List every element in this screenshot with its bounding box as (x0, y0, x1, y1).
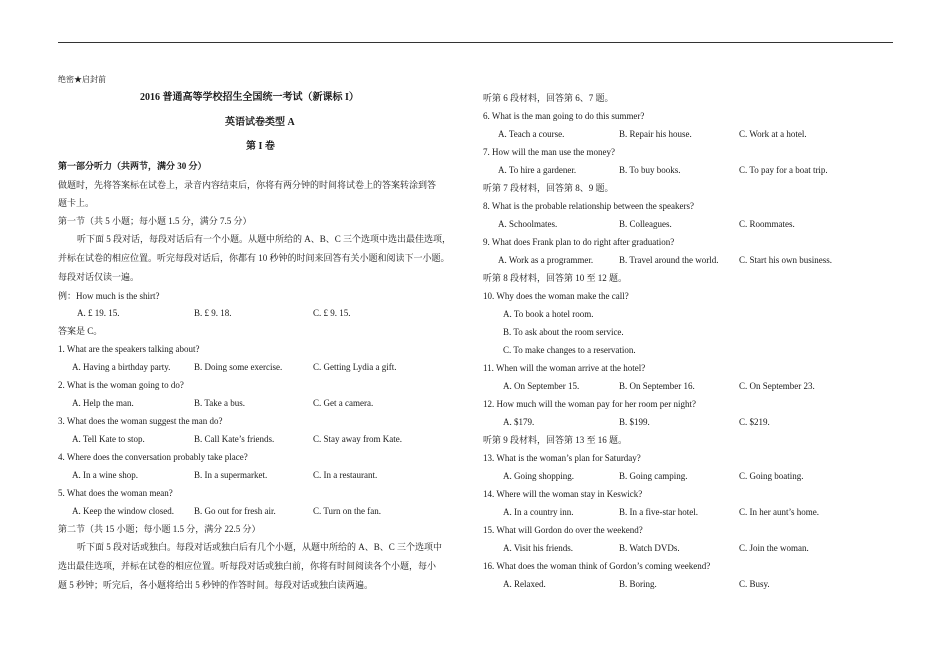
question-15: 15. What will Gordon do over the weekend? (483, 525, 643, 535)
option-a: A. Going shopping. (503, 471, 575, 481)
example-option-b: B. £ 9. 18. (194, 308, 232, 318)
option-b: B. Call Kate’s friends. (194, 434, 275, 444)
option-b: B. On September 16. (619, 381, 695, 391)
section1-instruction: 每段对话仅读一遍。 (58, 272, 140, 282)
option-c: C. Start his own business. (739, 255, 833, 265)
section1-instruction: 并标在试卷的相应位置。听完每段对话后，你都有 10 秒钟的时间来回答有关小题和阅读下一小题。 (58, 253, 450, 263)
section1-instruction: 听下面 5 段对话，每段对话后有一个小题。从题中所给的 A、B、C 三个选项中选出最佳选项， (77, 234, 452, 244)
option-c: C. $219. (739, 417, 770, 427)
option-a: A. Teach a course. (498, 129, 565, 139)
question-14: 14. Where will the woman stay in Keswick? (483, 489, 643, 499)
secret-mark: 绝密★启封前 (58, 75, 106, 84)
option-c: C. To make changes to a reservation. (503, 345, 636, 355)
question-10: 10. Why does the woman make the call? (483, 291, 629, 301)
option-a: A. Schoolmates. (498, 219, 558, 229)
option-a: A. To hire a gardener. (498, 165, 577, 175)
option-b: B. To ask about the room service. (503, 327, 624, 337)
volume-label: 第 I 卷 (246, 141, 275, 152)
option-a: A. Visit his friends. (503, 543, 574, 553)
option-b: B. Travel around the world. (619, 255, 719, 265)
material-7-note: 听第 7 段材料，回答第 8、9 题。 (483, 183, 614, 193)
option-a: A. Help the man. (72, 398, 134, 408)
option-c: C. Stay away from Kate. (313, 434, 402, 444)
option-c: C. Roommates. (739, 219, 795, 229)
option-b: B. In a supermarket. (194, 470, 268, 480)
option-b: B. In a five-star hotel. (619, 507, 698, 517)
example-answer: 答案是 C。 (58, 326, 103, 336)
option-c: C. In a restaurant. (313, 470, 378, 480)
material-9-note: 听第 9 段材料，回答第 13 至 16 题。 (483, 435, 628, 445)
section2-instruction: 题 5 秒钟；听完后，各小题将给出 5 秒钟的作答时间。每段对话或独白读两遍。 (58, 580, 374, 590)
example-option-a: A. £ 19. 15. (77, 308, 120, 318)
option-c: C. Get a camera. (313, 398, 374, 408)
option-a: A. On September 15. (503, 381, 580, 391)
question-9: 9. What does Frank plan to do right after graduation? (483, 237, 675, 247)
option-b: B. Repair his house. (619, 129, 692, 139)
question-11: 11. When will the woman arrive at the hotel? (483, 363, 646, 373)
option-a: A. Work as a programmer. (498, 255, 594, 265)
section2-instruction: 听下面 5 段对话或独白。每段对话或独白后有几个小题，从题中所给的 A、B、C 三个选项中 (77, 542, 443, 552)
option-b: B. Go out for fresh air. (194, 506, 276, 516)
example-option-c: C. £ 9. 15. (313, 308, 351, 318)
instruction-line: 题卡上。 (58, 198, 95, 208)
section1-heading: 第一节（共 5 小题；每小题 1.5 分，满分 7.5 分） (58, 216, 252, 226)
option-a: A. To book a hotel room. (503, 309, 594, 319)
material-8-note: 听第 8 段材料，回答第 10 至 12 题。 (483, 273, 628, 283)
option-a: A. Tell Kate to stop. (72, 434, 145, 444)
question-7: 7. How will the man use the money? (483, 147, 615, 157)
option-b: B. Doing some exercise. (194, 362, 283, 372)
option-c: C. In her aunt’s home. (739, 507, 819, 517)
part1-heading: 第一部分听力（共两节，满分 30 分） (58, 161, 207, 171)
question-1: 1. What are the speakers talking about? (58, 344, 200, 354)
option-c: C. Join the woman. (739, 543, 809, 553)
option-a: A. Having a birthday party. (72, 362, 171, 372)
option-c: C. On September 23. (739, 381, 815, 391)
option-c: C. To pay for a boat trip. (739, 165, 828, 175)
option-b: B. $199. (619, 417, 650, 427)
option-c: C. Turn on the fan. (313, 506, 382, 516)
exam-title: 2016 普通高等学校招生全国统一考试（新课标 I） (140, 92, 359, 103)
option-a: A. Relaxed. (503, 579, 546, 589)
section2-instruction: 选出最佳选项，并标在试卷的相应位置。听每段对话或独白前，你将有时间阅读各个小题，每小 (58, 561, 437, 571)
instruction-line: 做题时，先将答案标在试卷上，录音内容结束后，你将有两分钟的时间将试卷上的答案转涂到答 (58, 180, 437, 190)
option-c: C. Busy. (739, 579, 770, 589)
option-b: B. Take a bus. (194, 398, 245, 408)
question-6: 6. What is the man going to do this summer? (483, 111, 645, 121)
question-4: 4. Where does the conversation probably take place? (58, 452, 248, 462)
option-a: A. Keep the window closed. (72, 506, 174, 516)
option-b: B. Colleagues. (619, 219, 672, 229)
question-2: 2. What is the woman going to do? (58, 380, 184, 390)
option-c: C. Work at a hotel. (739, 129, 807, 139)
option-b: B. Boring. (619, 579, 657, 589)
option-b: B. Watch DVDs. (619, 543, 680, 553)
material-6-note: 听第 6 段材料，回答第 6、7 题。 (483, 93, 614, 103)
option-a: A. $179. (503, 417, 535, 427)
question-13: 13. What is the woman’s plan for Saturday? (483, 453, 641, 463)
section2-heading: 第二节（共 15 小题；每小题 1.5 分，满分 22.5 分） (58, 524, 261, 534)
question-5: 5. What does the woman mean? (58, 488, 173, 498)
question-12: 12. How much will the woman pay for her room per night? (483, 399, 696, 409)
example-question: 例：How much is the shirt? (58, 291, 160, 301)
option-b: B. To buy books. (619, 165, 681, 175)
option-a: A. In a country inn. (503, 507, 574, 517)
question-8: 8. What is the probable relationship between the speakers? (483, 201, 695, 211)
option-a: A. In a wine shop. (72, 470, 138, 480)
question-16: 16. What does the woman think of Gordon’s coming weekend? (483, 561, 711, 571)
paper-type: 英语试卷类型 A (225, 117, 295, 128)
header-rule (58, 42, 893, 43)
option-c: C. Getting Lydia a gift. (313, 362, 397, 372)
option-b: B. Going camping. (619, 471, 688, 481)
question-3: 3. What does the woman suggest the man do? (58, 416, 223, 426)
option-c: C. Going boating. (739, 471, 804, 481)
